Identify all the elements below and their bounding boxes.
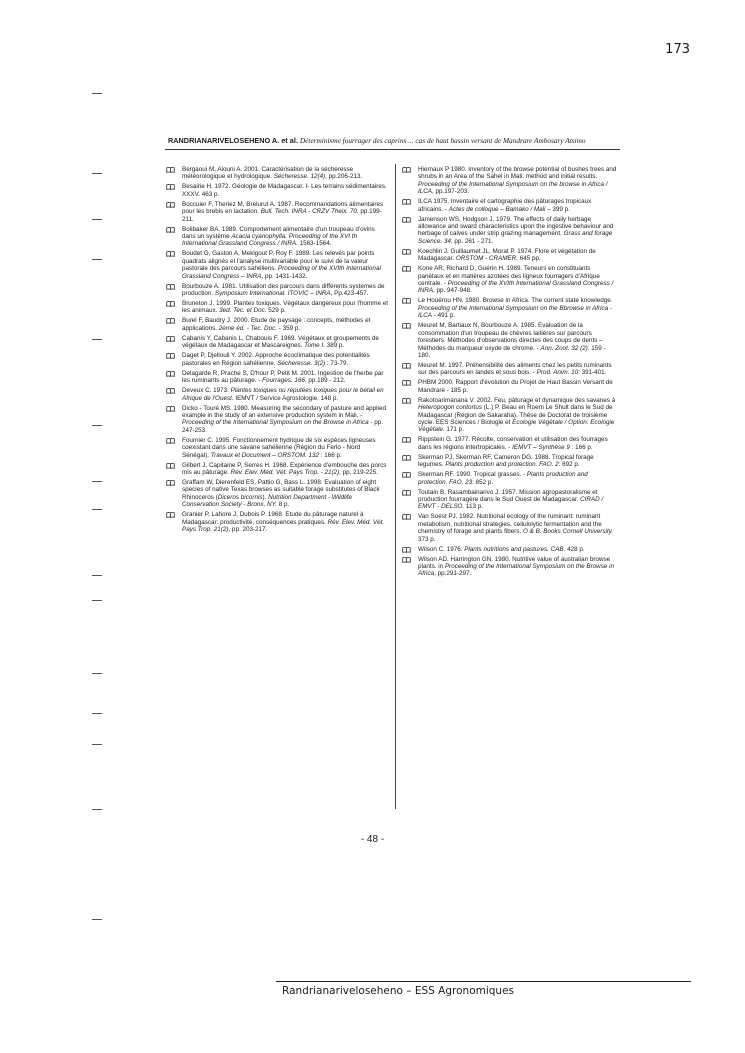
reference-text: - pp. 247-253. [182,419,384,434]
reference-entry [166,511,388,533]
reference-text: Daget P, Djellouli Y. 2002. Approche écoclimatique des potentialités pastorales en Région sahélienne. [182,352,370,367]
header-rule [165,149,620,150]
book-icon [166,512,175,518]
reference-text: 373 p. [418,535,436,543]
reference-text: Tome I. [304,342,325,350]
reference-text: , Pp.423-457. [330,290,369,298]
reference-entry [166,226,388,248]
reference-entry [166,479,388,509]
reference-entry [166,462,388,477]
reference-text: Sécheresse. 12(4) [273,173,326,181]
reference-text: Proceeding of the International Symposium on the browse in Africa / ILCA [418,180,608,196]
reference-text: Dicko - Touré MS. 1980. Measuring the secondary of pasture and applied example in the study of an extensive production system in Mali. - [182,404,386,419]
reference-entry [402,322,618,359]
reference-text: Besairie H. 1972. Géologie de Madagascar. I- Les terrains sédimentaires. XXXV. 463 p. [182,183,387,198]
reference-entry [166,283,388,298]
reference-text: - 491 p. [432,312,456,320]
reference-entry [402,454,618,469]
reference-entry [402,397,618,434]
margin-tick [92,481,102,482]
reference-entry [402,379,618,394]
margin-tick [92,575,102,576]
reference-entry [402,362,618,377]
reference-text: Boccuier F, Theriez M, Brelurut A. 1987. Recommandations alimentaires pour les brebis en lactation. [182,200,384,216]
reference-text: : 73-79. [325,359,349,367]
reference-text: 645 pp. [517,255,541,263]
folio: - 48 - [360,834,385,845]
running-header [168,136,618,145]
reference-entry [166,166,388,181]
reference-text: Heteropogon contortus [418,404,483,412]
references-right-column [402,166,618,580]
margin-tick [92,93,102,94]
reference-entry [166,437,388,459]
book-icon [166,336,175,342]
margin-tick [92,919,102,920]
reference-text: , pp.206-213. [325,173,363,181]
reference-text: – 399 p. [545,205,570,213]
reference-entry [402,297,618,319]
reference-text: Rév. Elev. Méd. Vét. Pays Trop. - 21(2) [230,468,340,476]
reference-text: Grass and forage Science. 34 [418,230,613,245]
reference-text: 171 p. [444,426,464,434]
reference-entry [402,436,618,451]
reference-text: ; pp. 261 - 271. [450,237,494,245]
book-icon [166,301,175,307]
reference-entry [402,489,618,511]
reference-entry [402,216,618,246]
reference-text: Delagarde R, Prache S, D'hour P, Petit M. 2001. Ingestion de l'herbe par les ruminants au pâturage. - [182,369,384,385]
reference-text: : 852 p. [472,478,494,486]
reference-text: Proceeding of the International Symposium on the Bbrowse in Africa -ILCA [418,304,613,320]
reference-text: : 166 p. [569,443,593,451]
reference-text: Le Houérou HN. 1980. Browse in Africa. The current state knowledge. [418,297,613,305]
book-icon [402,167,411,173]
reference-text: Actes de colloque – Bamako / Mali [448,205,546,213]
reference-text: Bergaoui M, Alouni A. 2001. Caractérisation de la sécheresse météorologique et hydrologique. [182,166,354,181]
reference-text: Bull. Tech. INRA - CRZV Theix. 70 [260,208,357,216]
reference-text: Diceros bicornis [217,493,263,501]
reference-entry [166,183,388,198]
page-number: 173 [665,42,690,57]
book-icon [402,490,411,496]
book-icon [402,199,411,205]
margin-tick [92,425,102,426]
reference-text: Van Soest PJ. 1982. Nutritional ecology of the ruminant: ruminant metabolism, nutritional strategies, cellulolytic fermentation and the chemistry of forage and plants fibers. [418,513,602,536]
reference-text: : 692 p. [558,461,580,469]
reference-text: Gilbert J, Capitaine P, Serres H. 1968. Expérience d'embouche des porcs mis au pâturage. [182,461,387,476]
reference-text: Prod. Anim. 10 [536,369,579,377]
reference-text: ). [262,493,269,501]
book-icon [166,353,175,359]
margin-tick [92,673,102,674]
reference-text: Acacia cyanophylla. Proceeding of the XVI th International Grassland Congress / INRA. [182,233,358,248]
margin-tick [92,173,102,174]
reference-text: Symposium International. ITOVIC – INRA [214,290,331,298]
margin-tick [92,509,102,510]
book-icon [166,251,175,257]
reference-entry [402,556,618,578]
reference-text: : 166 p. [318,451,342,459]
reference-text: , pp.199-211. [182,208,382,223]
reference-text: CIRAD / EMVT - DELSO. [418,495,604,511]
reference-text: Proceeding of the International Symposium on the Browse in Africa [182,419,369,427]
reference-entry [166,250,388,280]
reference-entry [402,198,618,213]
margin-tick [92,713,102,714]
book-icon [402,380,411,386]
reference-entry [166,352,388,367]
reference-entry [402,265,618,295]
reference-text: Koechlin J, Guillaumet JL, Morat P. 1974. Flore et végétation de Madagascar. [418,247,596,263]
reference-text: Wilson AD, Harrington GN. 1980. Nutritive value of australian browse plants. in [418,555,611,570]
book-icon [402,323,411,329]
reference-text: : 159 - 180. [418,344,606,359]
book-icon [402,472,411,478]
reference-entry [402,513,618,543]
reference-text: Proceeding of the XVIth International Grassland Congress – INRA [182,265,381,280]
reference-text: Graffam W, Dierenfeld ES, Pattio G, Bass L. 1998. Evaluation of eight species of native Texas browses as suitable forage substitutes of Black Rhinoceros ( [182,478,380,501]
book-icon [402,363,411,369]
reference-text: , pp. 1431-1432. [261,272,308,280]
reference-text: Cabanis Y, Cabanis L, Chabouis F. 1969. Végétaux et groupements de végétaux de Madagascar et Mascareignes. [182,334,379,350]
reference-text: 389 p. [324,342,345,350]
book-icon [402,514,411,520]
reference-text: PHBM 2000. Rapport d'évolution du Projet de Haut Bassin Versant de Mandrare - 185 p. [418,379,613,394]
margin-tick [92,219,102,220]
book-icon [166,284,175,290]
reference-entry [166,370,388,385]
reference-entry [166,387,388,402]
reference-text: Plants production and protection. FAO. 23 [418,471,588,486]
reference-text: 1563-1564. [297,240,332,248]
reference-text: Bourbouze A. 1981. Utilisation des parcours dans différents systèmes de production. [182,282,385,298]
reference-text: Travaux et Document – ORSTOM. 132 [210,451,319,459]
reference-text: Skerman RF. 1990. Tropical grasses. - [418,471,527,479]
reference-text: , pp.189 - 212. [304,377,346,385]
margin-tick [92,809,102,810]
book-icon [166,167,175,173]
reference-text: : 391-401. [578,369,607,377]
reference-text: IEMVT – Synthèse 9 [512,443,570,451]
reference-text: Burel F, Baudry J. 2000. Etude de paysage : concepts, méthodes et applications. [182,317,371,332]
book-icon [402,217,411,223]
footer-rule [276,981,691,982]
reference-text: Meuret M, Bartiaux N, Bourbouze A. 1985. Evaluation de la consommation d'un troupeau de chèvres laitières sur parcours forestiers. Méthodes d'observations directes des coups de dents – Méthodes du marqueur oxyde de chrome. - [418,322,603,352]
book-icon [402,266,411,272]
reference-text: ORSTOM - CRAMER. [455,255,518,263]
reference-text: Fourrages. 166 [262,377,305,385]
reference-text: Bolibaker BA. 1989. Comportement alimentaire d'un troupeau d'ovins dans un système [182,225,375,241]
column-divider [395,164,396,809]
reference-text: 8 p. [276,501,290,509]
reference-text: Plants production and protection. FAO. 2 [445,461,559,469]
book-icon [166,463,175,469]
reference-text: Fournier C. 1995. Fonctionnement hydrique de six espèces ligneuses coexistant dans une savane sahélienne (Région du Ferlo - Nord Sénégal). [182,436,376,459]
reference-text: Meuret M. 1997. Préhensibilité des aliments chez les petits ruminants sur des parcours en landes et sous bois. - [418,361,612,377]
reference-entry [402,166,618,196]
reference-text: Granier P, Lahore J, Dubois P. 1968. Etude du pâturage naturel à Madagascar: productivité, conséquences pratiques. [182,511,364,526]
reference-text: Skerman PJ, Skerman RF, Cameron DG. 1988. Tropical forage legumes. [418,453,594,469]
reference-entry [166,300,388,315]
reference-text: Plantes toxiques ou réputées toxiques pour le bétail en Afrique de l'Ouest. [182,387,384,402]
reference-text: , pp. 203-217. [228,525,268,533]
reference-text: , pp.291-297. [434,570,472,578]
footer-text: Randrianariveloseheno – ESS Agronomiques [282,985,515,997]
book-icon [402,557,411,563]
reference-entry [166,335,388,350]
reference-text: Rippstein G. 1977. Récolte, conservation et utilisation des fourrages dans les régions intertropicales. - [418,436,608,451]
margin-tick [92,339,102,340]
reference-text: Hiernaux P 1980. Inventory of the browse potential of bushes trees and shrubs in an Area of the Sahel in Mali: method and initial results. [418,166,617,181]
book-icon [166,227,175,233]
reference-text: ILCA 1975. Inventaire et cartographie des pâturages tropicaux africains. - [418,198,592,213]
book-icon [402,437,411,443]
book-icon [402,398,411,404]
reference-text: , pp.197-203. [432,188,470,196]
book-icon [166,318,175,324]
reference-text: Plants nutritions and pastures. CAB. [464,545,566,553]
reference-text: 113 p. [464,503,483,511]
reference-text: (L.) P. Beau en Roem Le Shult dans le Sud de Madagascar (Région de Sakaraha). Thèse de Doctorat de troisième cycle. EES Sciences / Biologie [418,404,613,426]
reference-entry [402,471,618,486]
reference-text: , pp. 947-948. [433,287,472,295]
book-icon [402,547,411,553]
reference-text: Boudet G, Gaston A, Mekigout P, Roy F. 1989. Les relevés par points quadrats alignés et l'analyse multivariable pour le suivi de la valeur pastorale des parcours sahéliens. [182,250,375,273]
reference-text: Proceeding of the XVIth International Grassland Congress / INRA [418,280,614,295]
reference-text: Bruneton J. 1999. Plantes toxiques. Végétaux dangereux pour l'homme et les animaux. [182,300,388,315]
margin-tick [92,744,102,745]
book-icon [166,202,175,208]
reference-text: 428 p. [565,545,585,553]
reference-text: Toutain B, Rasambainarivo J. 1957. Mission agropastoralisme et production fourragère dans le Sud Ouest de Madagascar. [418,488,598,503]
reference-text: Wilson C. 1976. [418,545,465,553]
reference-text: 2ème éd. - Tec. Doc. [218,324,277,332]
book-icon [402,455,411,461]
book-icon [166,388,175,394]
reference-entry [402,546,618,553]
book-icon [402,298,411,304]
reference-text: Ann. Zoot. 32 (2) [540,344,588,352]
reference-text: Jamenson WS, Hodgson J. 1979. The effects of daily herbage allowance and sward characteristics upon the ingestive behaviour and herbage of calves under strip grazing management. [418,215,614,238]
reference-text: O & B. Books Cornell University. [523,528,614,536]
book-icon [166,406,175,412]
reference-text: 3ed. Tec. et Doc. [219,307,267,315]
reference-text: Proceeding of the International Symposium on the Browse in Africa [418,563,615,578]
reference-text: - 359 p. [276,324,301,332]
reference-entry [166,405,388,435]
book-icon [166,184,175,190]
reference-text: , pp. 219-225. [339,468,379,476]
reference-text: Kone AR, Richard D, Guérin H. 1989. Teneurs en constituants pariétaux et en matières azotées des ligneux fourragers d'Afrique centrale. - [418,265,600,288]
margin-tick [92,600,102,601]
reference-text: Rakotoarimanana V. 2002. Feu, pâturage et dynamique des savanes à [418,396,616,404]
reference-entry [166,201,388,223]
references-left-column [166,166,388,536]
reference-entry [402,248,618,263]
running-header-title: Déterminisme fourrager des caprins ... cas de haut bassin versant de Mandrare Ambosary Atsimo [299,136,586,145]
reference-text: Nutrition Department - Wildlife Conservation Society - Bronx, NY. [182,493,353,509]
reference-text: et Ecologie Végétale / Option: Ecologie Végétale. [418,418,615,434]
reference-text: Rév. Elev. Méd. Vét. Pays Trop. 21(2) [182,518,385,533]
running-header-authors: RANDRIANARIVELOSEHENO A. et al. [168,136,298,145]
book-icon [402,249,411,255]
reference-entry [166,317,388,332]
book-icon [166,438,175,444]
reference-text: 529 p. [266,307,286,315]
reference-text: Sécheresse. 3(2) [277,359,326,367]
reference-text: IEMVT / Service Agrostologie. 148 p. [233,394,339,402]
book-icon [166,480,175,486]
reference-text: Deveux C. 1973. [182,387,231,395]
book-icon [166,371,175,377]
margin-tick [92,259,102,260]
